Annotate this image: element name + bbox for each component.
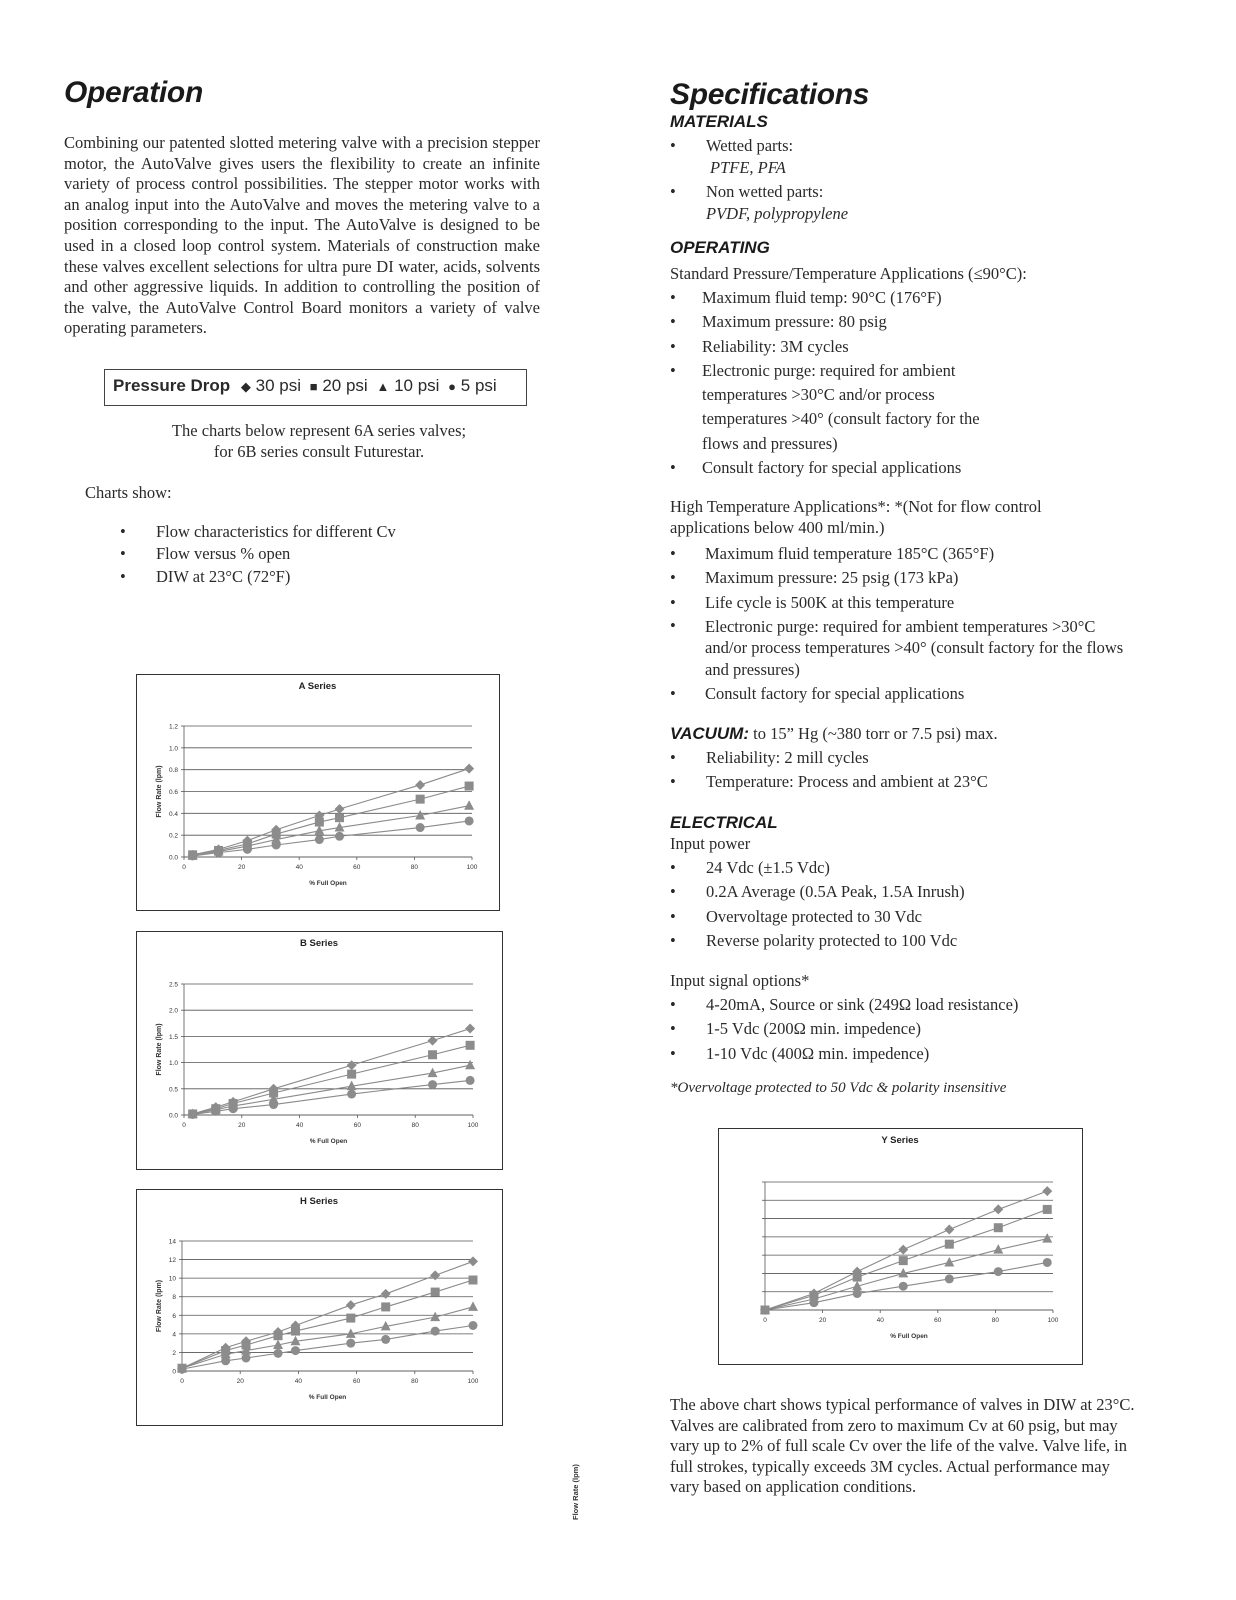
data-point-circle bbox=[335, 832, 344, 841]
standard-list bbox=[670, 286, 1050, 480]
x-tick-label: 60 bbox=[353, 864, 361, 871]
data-point-circle bbox=[347, 1090, 356, 1099]
data-point-diamond bbox=[381, 1289, 391, 1299]
x-tick-label: 60 bbox=[352, 1378, 361, 1385]
x-tick-label: 100 bbox=[466, 864, 478, 871]
data-point-circle bbox=[243, 845, 252, 854]
chart-a-series bbox=[136, 674, 500, 911]
series-note-line1: The charts below represent 6A series valves; bbox=[171, 421, 467, 440]
series-30-psi bbox=[760, 1186, 1052, 1315]
data-point-circle bbox=[1043, 1258, 1052, 1267]
data-point-square bbox=[274, 1331, 283, 1340]
list-item: • Non wetted parts: PVDF, polypropylene bbox=[670, 182, 849, 223]
data-point-circle bbox=[221, 1356, 230, 1365]
input-power-label: Input power bbox=[670, 834, 751, 853]
list-item: • 1-10 Vdc (400Ω min. impedence) bbox=[670, 1043, 930, 1063]
x-tick-label: 60 bbox=[934, 1317, 942, 1324]
y-tick-label: 2.0 bbox=[168, 1007, 178, 1015]
electrical-footnote: *Overvoltage protected to 50 Vdc & polarity insensitive bbox=[670, 1080, 1007, 1096]
data-point-circle bbox=[466, 1076, 475, 1085]
list-item: • 1-5 Vdc (200Ω min. impedence) bbox=[670, 1019, 921, 1039]
list-item: • Consult factory for special applications bbox=[670, 684, 965, 704]
y-tick-label: 0.2 bbox=[168, 832, 178, 840]
data-point-circle bbox=[291, 1346, 300, 1355]
x-tick-label: 100 bbox=[1047, 1317, 1059, 1324]
y-tick-label: 8 bbox=[172, 1294, 176, 1302]
chart-title: A Series bbox=[298, 681, 337, 692]
high-temp-list bbox=[670, 542, 1130, 707]
series-5-psi bbox=[761, 1258, 1052, 1315]
list-item: • Reverse polarity protected to 100 Vdc bbox=[670, 930, 958, 950]
data-point-square bbox=[465, 782, 474, 791]
vacuum-list bbox=[670, 746, 1130, 795]
x-tick-label: 100 bbox=[467, 1122, 479, 1129]
data-point-square bbox=[381, 1302, 390, 1311]
data-point-diamond bbox=[468, 1256, 478, 1266]
data-point-triangle bbox=[464, 800, 474, 810]
electrical-heading: ELECTRICAL bbox=[670, 813, 778, 832]
y-tick-label: 0.0 bbox=[168, 1112, 178, 1120]
series-20-psi bbox=[761, 1205, 1052, 1315]
y-tick-label: 0.6 bbox=[168, 789, 178, 796]
data-point-circle bbox=[242, 1354, 251, 1363]
series-line bbox=[193, 769, 469, 855]
operating-heading: OPERATING bbox=[670, 238, 770, 257]
x-tick-label: 0 bbox=[180, 1378, 184, 1385]
y-axis-label: Flow Rate (lpm) bbox=[156, 765, 163, 818]
x-tick-label: 40 bbox=[295, 864, 303, 871]
series-20-psi bbox=[188, 782, 473, 860]
y-tick-label: 12 bbox=[168, 1257, 176, 1265]
y-tick-label: 14 bbox=[168, 1238, 176, 1246]
list-item: • Reliability: 2 mill cycles bbox=[670, 748, 869, 767]
data-point-square bbox=[466, 1041, 475, 1050]
list-item: • 4-20mA, Source or sink (249Ω load resistance) bbox=[670, 995, 1019, 1014]
x-tick-label: 40 bbox=[876, 1317, 884, 1324]
data-point-diamond bbox=[415, 780, 425, 790]
data-point-circle bbox=[761, 1306, 770, 1315]
x-tick-label: 60 bbox=[353, 1122, 362, 1129]
data-point-diamond bbox=[898, 1245, 908, 1255]
y-tick-label: 2 bbox=[172, 1349, 176, 1357]
y-tick-label: 6 bbox=[172, 1312, 176, 1320]
data-point-square bbox=[346, 1314, 355, 1323]
list-item: • Reliability: 3M cycles bbox=[670, 336, 849, 356]
list-item: • Maximum fluid temperature 185°C (365°F) bbox=[670, 544, 995, 563]
x-tick-label: 20 bbox=[236, 1378, 244, 1385]
data-point-diamond bbox=[430, 1270, 440, 1280]
data-point-circle bbox=[211, 1107, 220, 1116]
x-axis-label: % Full Open bbox=[309, 880, 347, 887]
list-item: • Electronic purge: required for ambient temperatures >30°C and/or process temperatures >40° (consult factory for the flows and pressures) bbox=[670, 615, 1124, 679]
chart-a-series-svg bbox=[137, 675, 498, 909]
x-tick-label: 80 bbox=[411, 1378, 419, 1385]
y-axis-label: Flow Rate (lpm) bbox=[156, 1023, 163, 1076]
list-item: • Electronic purge: required for ambient temperatures >30°C and/or process temperatures >40° (consult factory for the flows and pressures) bbox=[670, 360, 980, 453]
chart-h-series-svg bbox=[137, 1190, 501, 1424]
data-point-square bbox=[315, 818, 324, 827]
list-item: • Flow versus % open bbox=[120, 544, 291, 564]
legend-item-30psi: 30 psi bbox=[255, 376, 302, 395]
x-tick-label: 20 bbox=[818, 1317, 827, 1324]
y-tick-label: 10 bbox=[168, 1275, 176, 1283]
data-point-square bbox=[347, 1070, 356, 1079]
list-item: • 0.2A Average (0.5A Peak, 1.5A Inrush) bbox=[670, 882, 965, 902]
data-point-diamond bbox=[335, 804, 345, 814]
x-tick-label: 20 bbox=[237, 864, 246, 871]
square-marker-icon: ■ bbox=[309, 379, 318, 394]
data-point-circle bbox=[431, 1327, 440, 1336]
series-5-psi bbox=[188, 816, 473, 860]
list-item: • Consult factory for special applications bbox=[670, 458, 962, 478]
series-note bbox=[64, 421, 574, 462]
series-note-line2: for 6B series consult Futurestar. bbox=[213, 441, 425, 461]
list-item: • Wetted parts: PTFE, PFA bbox=[670, 136, 794, 177]
chart-y-series-svg bbox=[719, 1129, 1081, 1363]
vacuum-heading: VACUUM: bbox=[670, 724, 750, 743]
series-30-psi bbox=[188, 764, 474, 860]
input-power-list bbox=[670, 856, 1130, 953]
series-line bbox=[193, 821, 469, 856]
data-point-diamond bbox=[464, 764, 474, 774]
chart-h-series bbox=[136, 1189, 503, 1426]
data-point-circle bbox=[994, 1267, 1003, 1276]
data-point-circle bbox=[188, 851, 197, 860]
data-point-circle bbox=[465, 816, 474, 825]
data-point-circle bbox=[945, 1274, 954, 1283]
data-point-square bbox=[899, 1256, 908, 1265]
x-tick-label: 80 bbox=[991, 1317, 1000, 1324]
y-tick-label: 4 bbox=[172, 1331, 176, 1339]
list-item: • Maximum pressure: 80 psig bbox=[670, 312, 887, 332]
materials-heading: MATERIALS bbox=[670, 112, 768, 131]
data-point-circle bbox=[188, 1110, 197, 1119]
charts-show-list bbox=[120, 521, 540, 588]
list-item: • Overvoltage protected to 30 Vdc bbox=[670, 906, 922, 926]
diamond-marker-icon: ◆ bbox=[240, 379, 251, 394]
data-point-circle bbox=[428, 1080, 437, 1089]
list-item: • 24 Vdc (±1.5 Vdc) bbox=[670, 858, 830, 877]
x-tick-label: 0 bbox=[182, 1122, 186, 1129]
specifications-title: Specifications bbox=[670, 78, 870, 111]
legend-item-10psi: 10 psi bbox=[394, 376, 440, 395]
data-point-diamond bbox=[428, 1036, 438, 1046]
data-point-circle bbox=[809, 1298, 818, 1307]
x-tick-label: 40 bbox=[294, 1378, 303, 1385]
legend-label: Pressure Drop bbox=[113, 376, 231, 395]
data-point-triangle bbox=[465, 1060, 475, 1070]
x-tick-label: 0 bbox=[182, 864, 186, 871]
list-item: • Temperature: Process and ambient at 23°C bbox=[670, 772, 988, 792]
standard-intro: Standard Pressure/Temperature Applications (≤90°C): bbox=[670, 264, 1027, 283]
series-5-psi bbox=[188, 1076, 474, 1119]
data-point-diamond bbox=[465, 1024, 475, 1034]
data-point-square bbox=[945, 1240, 954, 1249]
x-tick-label: 0 bbox=[763, 1317, 767, 1324]
data-point-diamond bbox=[944, 1225, 954, 1235]
y-tick-label: 1.5 bbox=[168, 1033, 178, 1041]
y-tick-label: 1.2 bbox=[168, 723, 178, 731]
x-axis-label: % Full Open bbox=[308, 1394, 347, 1401]
data-point-square bbox=[428, 1050, 437, 1059]
chart-title: B Series bbox=[299, 938, 339, 949]
high-temp-intro: High Temperature Applications*: *(Not for flow control applications below 400 ml/min.) bbox=[670, 497, 1042, 537]
data-point-circle bbox=[381, 1335, 390, 1344]
legend-item-5psi: 5 psi bbox=[460, 376, 497, 395]
y-tick-label: 0 bbox=[172, 1368, 176, 1376]
data-point-square bbox=[431, 1288, 440, 1297]
data-point-diamond bbox=[347, 1060, 357, 1070]
list-item: • Flow characteristics for different Cv bbox=[120, 522, 396, 541]
data-point-square bbox=[335, 813, 344, 822]
data-point-circle bbox=[274, 1349, 283, 1358]
vacuum-text: to 15” Hg (~380 torr or 7.5 psi) max. bbox=[749, 724, 998, 743]
data-point-circle bbox=[315, 835, 324, 844]
chart-title: Y Series bbox=[881, 1135, 919, 1146]
x-tick-label: 20 bbox=[238, 1122, 246, 1129]
legend-item-20psi: 20 psi bbox=[322, 376, 368, 395]
data-point-circle bbox=[469, 1321, 478, 1330]
x-tick-label: 80 bbox=[411, 1122, 419, 1129]
triangle-marker-icon: ▲ bbox=[376, 379, 390, 394]
pressure-drop-legend bbox=[104, 369, 527, 406]
closing-paragraph: The above chart shows typical performance of valves in DIW at 23°C. Valves are calibrated from zero to maximum Cv at 60 psig, but may vary up to 2% of full scale Cv over the life of the valve. Valve life, in full strokes, typically exceeds 3M cycles. Actual performance may vary based on application conditions. bbox=[670, 1395, 1135, 1497]
x-tick-label: 100 bbox=[467, 1378, 479, 1385]
operation-paragraph: Combining our patented slotted metering valve with a precision stepper motor, the AutoValve gives users the flexibility to create an infinite variety of process control possibilities. The stepper motor works with an analog input into the AutoValve and moves the metering valve to a position corresponding to the input. The AutoValve is designed to be used in a closed loop control system. Materials of construction make these valves excellent selections for ultra pure DI water, acids, solvents and other aggressive liquids. In addition to controlling the position of the valve, the AutoValve Control Board monitors a variety of valve operating parameters. bbox=[64, 133, 540, 338]
list-item: • Maximum fluid temp: 90°C (176°F) bbox=[670, 288, 942, 307]
data-point-diamond bbox=[346, 1300, 356, 1310]
data-point-circle bbox=[229, 1104, 238, 1113]
x-tick-label: 80 bbox=[410, 864, 419, 871]
y-tick-label: 0.0 bbox=[168, 854, 178, 862]
input-signal-label: Input signal options* bbox=[670, 971, 810, 990]
data-point-circle bbox=[272, 840, 281, 849]
chart-y-series bbox=[718, 1128, 1083, 1365]
y-tick-label: 2.5 bbox=[168, 981, 178, 989]
circle-marker-icon: ● bbox=[448, 379, 457, 394]
data-point-circle bbox=[214, 848, 223, 857]
data-point-circle bbox=[346, 1339, 355, 1348]
charts-show-label: Charts show: bbox=[85, 483, 172, 502]
data-point-square bbox=[416, 795, 425, 804]
data-point-circle bbox=[178, 1365, 187, 1374]
y-tick-label: 1.0 bbox=[168, 1060, 178, 1068]
list-item: • Life cycle is 500K at this temperature bbox=[670, 592, 955, 612]
data-point-triangle bbox=[468, 1301, 478, 1311]
data-point-triangle bbox=[1042, 1233, 1052, 1243]
x-axis-label: % Full Open bbox=[890, 1333, 928, 1340]
y-axis-label: Flow Rate (lpm) bbox=[156, 1279, 163, 1333]
data-point-square bbox=[469, 1276, 478, 1285]
list-item: • Maximum pressure: 25 psig (173 kPa) bbox=[670, 568, 959, 588]
x-tick-label: 40 bbox=[295, 1122, 304, 1129]
data-point-circle bbox=[899, 1282, 908, 1291]
y-tick-label: 0.4 bbox=[168, 810, 178, 818]
y-tick-label: 1.0 bbox=[168, 745, 178, 753]
data-point-square bbox=[1043, 1205, 1052, 1214]
vacuum-line bbox=[670, 723, 998, 745]
y-tick-label: 0.5 bbox=[168, 1086, 178, 1094]
data-point-square bbox=[291, 1327, 300, 1336]
chart-title: H Series bbox=[299, 1196, 339, 1207]
data-point-circle bbox=[853, 1289, 862, 1298]
data-point-circle bbox=[269, 1100, 278, 1109]
list-item: • DIW at 23°C (72°F) bbox=[120, 566, 291, 586]
x-axis-label: % Full Open bbox=[309, 1138, 348, 1145]
input-signal-list bbox=[670, 993, 1130, 1066]
chart-b-series-svg bbox=[137, 932, 501, 1168]
y-tick-label: 0.8 bbox=[168, 767, 178, 775]
data-point-square bbox=[994, 1223, 1003, 1232]
data-point-square bbox=[853, 1273, 862, 1282]
materials-list bbox=[670, 135, 1190, 224]
chart-b-series bbox=[136, 931, 503, 1170]
operation-title: Operation bbox=[64, 76, 203, 109]
data-point-diamond bbox=[993, 1204, 1003, 1214]
data-point-diamond bbox=[1042, 1186, 1052, 1196]
data-point-circle bbox=[416, 823, 425, 832]
